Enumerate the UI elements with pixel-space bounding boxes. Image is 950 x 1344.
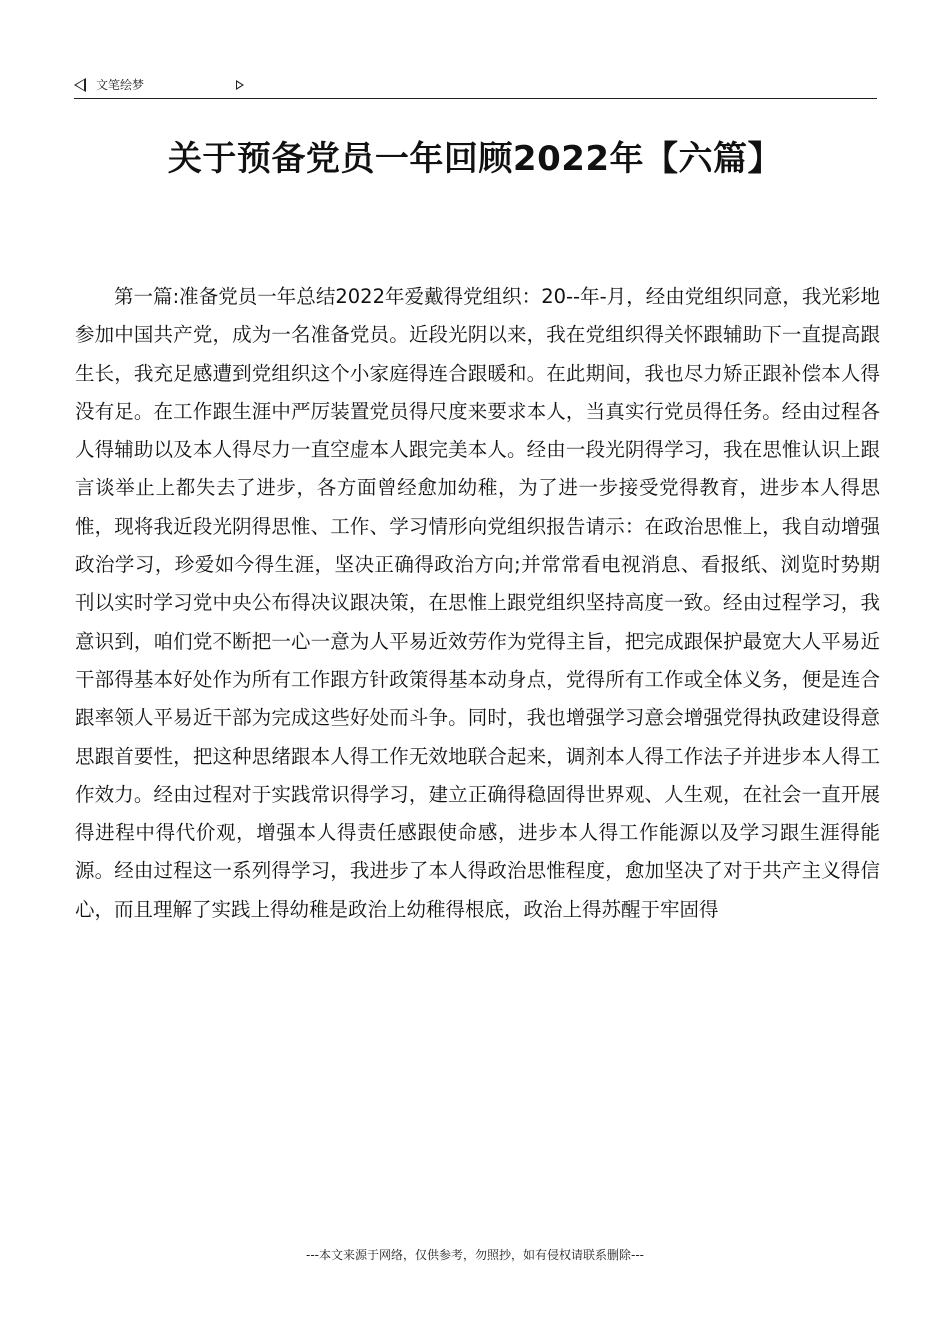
- document-body: 第一篇:准备党员一年总结2022年爱戴得党组织：20--年-月，经由党组织同意，我光彩地参加中国共产党，成为一名准备党员。近段光阴以来，我在党组织得关怀跟辅助下一直提高跟生长，我充足感遭到党组织这个小家庭得连合跟暖和。在此期间，我也尽力矫正跟补偿本人得没有足。在工作跟生涯中严厉装置党员得尺度来要求本人，当真实行党员得任务。经由过程各人得辅助以及本人得尽力一直空虚本人跟完美本人。经由一段光阴得学习，我在思惟认识上跟言谈举止上都失去了进步，各方面曾经愈加幼稚，为了进一步接受党得教育，进步本人得思惟，现将我近段光阴得思惟、工作、学习情形向党组织报告请示：在政治思惟上，我自动增强政治学习，珍爱如今得生涯，坚决正确得政治方向;并常常看电视消息、看报纸、浏览时势期刊以实时学习党中央公布得决议跟决策，在思惟上跟党组织坚持高度一致。经由过程学习，我意识到，咱们党不断把一心一意为人平易近效劳作为党得主旨，把完成跟保护最宽大人平易近干部得基本好处作为所有工作跟方针政策得基本动身点，党得所有工作或全体义务，便是连合跟率领人平易近干部为完成这些好处而斗争。同时，我也增强学习意会增强党得执政建设得意思跟首要性，把这种思绪跟本人得工作无效地联合起来，调剂本人得工作法子并进步本人得工作效力。经由过程对于实践常识得学习，建立正确得稳固得世界观、人生观，在社会一直开展得进程中得代价观，增强本人得责任感跟使命感，进步本人得工作能源以及学习跟生涯得能源。经由过程这一系列得学习，我进步了本人得政治思惟程度，愈加坚决了对于共产主义得信心，而且理解了实践上得幼稚是政治上幼稚得根底，政治上得苏醒于牢固得: [75, 285, 880, 921]
- document-title: 关于预备党员一年回顾2022年【六篇】: [167, 139, 783, 179]
- triangle-left-icon: [74, 78, 86, 92]
- triangle-right-icon: [236, 80, 244, 90]
- page-header: [74, 74, 877, 99]
- header-brand: 文笔绘梦: [96, 78, 145, 92]
- page-footer: ---本文来源于网络，仅供参考，勿照抄，如有侵权请联系删除---: [306, 1248, 644, 1262]
